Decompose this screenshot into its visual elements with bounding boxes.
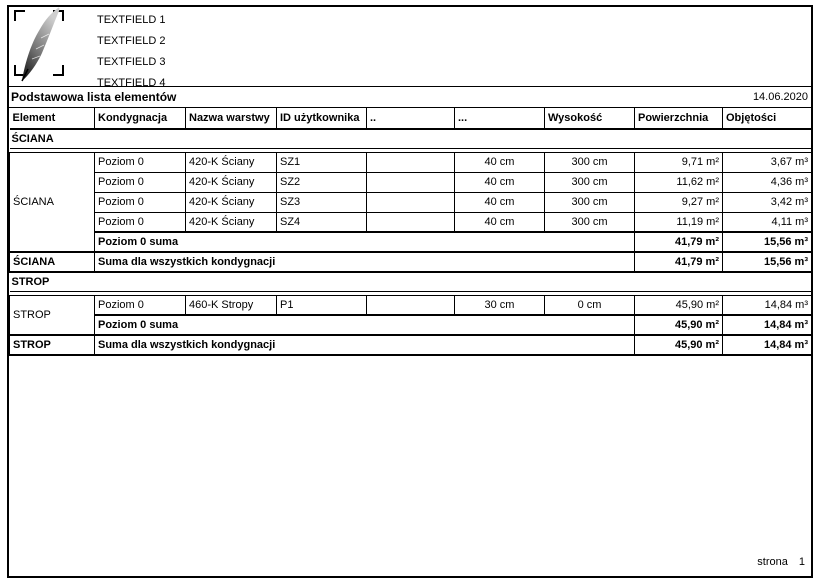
page-title: Podstawowa lista elementów — [11, 90, 177, 104]
col-header-objetosci: Objętości — [723, 108, 812, 129]
cell-id-uzytkownika: SZ3 — [277, 192, 367, 212]
total-powierzchnia: 41,79 m² — [635, 252, 723, 272]
sum-objetosci: 14,84 m³ — [723, 315, 812, 335]
report-header — [9, 7, 811, 89]
sum-objetosci: 15,56 m³ — [723, 232, 812, 252]
col-header-nazwa-warstwy: Nazwa warstwy — [186, 108, 277, 129]
section-label: STROP — [10, 272, 812, 291]
cell-id-uzytkownika: SZ2 — [277, 172, 367, 192]
table-row — [10, 212, 812, 232]
cell-grubosc: 40 cm — [455, 212, 545, 232]
cell-powierzchnia: 9,71 m² — [635, 152, 723, 172]
section-label: ŚCIANA — [10, 129, 812, 148]
cell-powierzchnia: 11,19 m² — [635, 212, 723, 232]
cell-objetosci: 4,11 m³ — [723, 212, 812, 232]
textfield-2: TEXTFIELD 2 — [97, 35, 166, 47]
cell-empty — [367, 295, 455, 315]
cell-wysokosc: 300 cm — [545, 212, 635, 232]
cell-empty — [367, 192, 455, 212]
table-row — [10, 152, 812, 172]
table-row — [10, 172, 812, 192]
col-header-powierzchnia: Powierzchnia — [635, 108, 723, 129]
footer-page-label: strona — [757, 556, 788, 568]
total-element: ŚCIANA — [10, 252, 95, 272]
report-page — [7, 5, 813, 578]
sum-label: Poziom 0 suma — [95, 315, 635, 335]
col-header-id-uzytkownika: ID użytkownika — [277, 108, 367, 129]
table-row — [10, 295, 812, 315]
cell-powierzchnia: 11,62 m² — [635, 172, 723, 192]
sum-row-strop-poziom0 — [10, 315, 812, 335]
table-row — [10, 192, 812, 212]
cell-nazwa-warstwy: 420-K Ściany — [186, 212, 277, 232]
element-list-table — [9, 108, 812, 356]
total-powierzchnia: 45,90 m² — [635, 335, 723, 355]
cell-element-group: STROP — [10, 295, 95, 335]
table-header-row — [10, 108, 812, 129]
cell-id-uzytkownika: SZ4 — [277, 212, 367, 232]
col-header-element: Element — [10, 108, 95, 129]
cell-id-uzytkownika: SZ1 — [277, 152, 367, 172]
cell-nazwa-warstwy: 420-K Ściany — [186, 192, 277, 212]
footer-page-number: 1 — [798, 556, 805, 568]
section-row-sciana — [10, 129, 812, 148]
page-footer — [757, 556, 805, 568]
report-date: 14.06.2020 — [752, 91, 808, 103]
sum-row-sciana-poziom0 — [10, 232, 812, 252]
cell-objetosci: 4,36 m³ — [723, 172, 812, 192]
cell-kondygnacja: Poziom 0 — [95, 152, 186, 172]
textfield-list — [97, 7, 166, 89]
cell-kondygnacja: Poziom 0 — [95, 192, 186, 212]
cell-grubosc: 40 cm — [455, 192, 545, 212]
textfield-1: TEXTFIELD 1 — [97, 14, 166, 26]
cell-nazwa-warstwy: 420-K Ściany — [186, 152, 277, 172]
cell-powierzchnia: 45,90 m² — [635, 295, 723, 315]
quill-feather-icon — [18, 7, 68, 83]
cell-element-group: ŚCIANA — [10, 152, 95, 252]
cell-wysokosc: 300 cm — [545, 172, 635, 192]
cell-wysokosc: 300 cm — [545, 192, 635, 212]
cell-wysokosc: 0 cm — [545, 295, 635, 315]
cell-kondygnacja: Poziom 0 — [95, 172, 186, 192]
cell-empty — [367, 172, 455, 192]
textfield-3: TEXTFIELD 3 — [97, 56, 166, 68]
cell-objetosci: 14,84 m³ — [723, 295, 812, 315]
col-header-kondygnacja: Kondygnacja — [95, 108, 186, 129]
total-row-sciana — [10, 252, 812, 272]
textfield-4: TEXTFIELD 4 — [97, 77, 166, 89]
cell-grubosc: 40 cm — [455, 152, 545, 172]
total-objetosci: 14,84 m³ — [723, 335, 812, 355]
cell-objetosci: 3,42 m³ — [723, 192, 812, 212]
section-row-strop — [10, 272, 812, 291]
total-label: Suma dla wszystkich kondygnacji — [95, 252, 635, 272]
col-header-dots3: ... — [455, 108, 545, 129]
total-objetosci: 15,56 m³ — [723, 252, 812, 272]
total-row-strop — [10, 335, 812, 355]
sum-powierzchnia: 41,79 m² — [635, 232, 723, 252]
cell-kondygnacja: Poziom 0 — [95, 212, 186, 232]
cell-grubosc: 30 cm — [455, 295, 545, 315]
cell-kondygnacja: Poziom 0 — [95, 295, 186, 315]
sum-label: Poziom 0 suma — [95, 232, 635, 252]
cell-nazwa-warstwy: 420-K Ściany — [186, 172, 277, 192]
cell-id-uzytkownika: P1 — [277, 295, 367, 315]
col-header-wysokosc: Wysokość — [545, 108, 635, 129]
total-element: STROP — [10, 335, 95, 355]
cell-objetosci: 3,67 m³ — [723, 152, 812, 172]
total-label: Suma dla wszystkich kondygnacji — [95, 335, 635, 355]
cell-empty — [367, 212, 455, 232]
cell-powierzchnia: 9,27 m² — [635, 192, 723, 212]
sum-powierzchnia: 45,90 m² — [635, 315, 723, 335]
col-header-dots2: .. — [367, 108, 455, 129]
cell-empty — [367, 152, 455, 172]
page-body-empty — [9, 356, 811, 576]
cell-nazwa-warstwy: 460-K Stropy — [186, 295, 277, 315]
cell-grubosc: 40 cm — [455, 172, 545, 192]
cell-wysokosc: 300 cm — [545, 152, 635, 172]
logo-box — [9, 7, 97, 86]
